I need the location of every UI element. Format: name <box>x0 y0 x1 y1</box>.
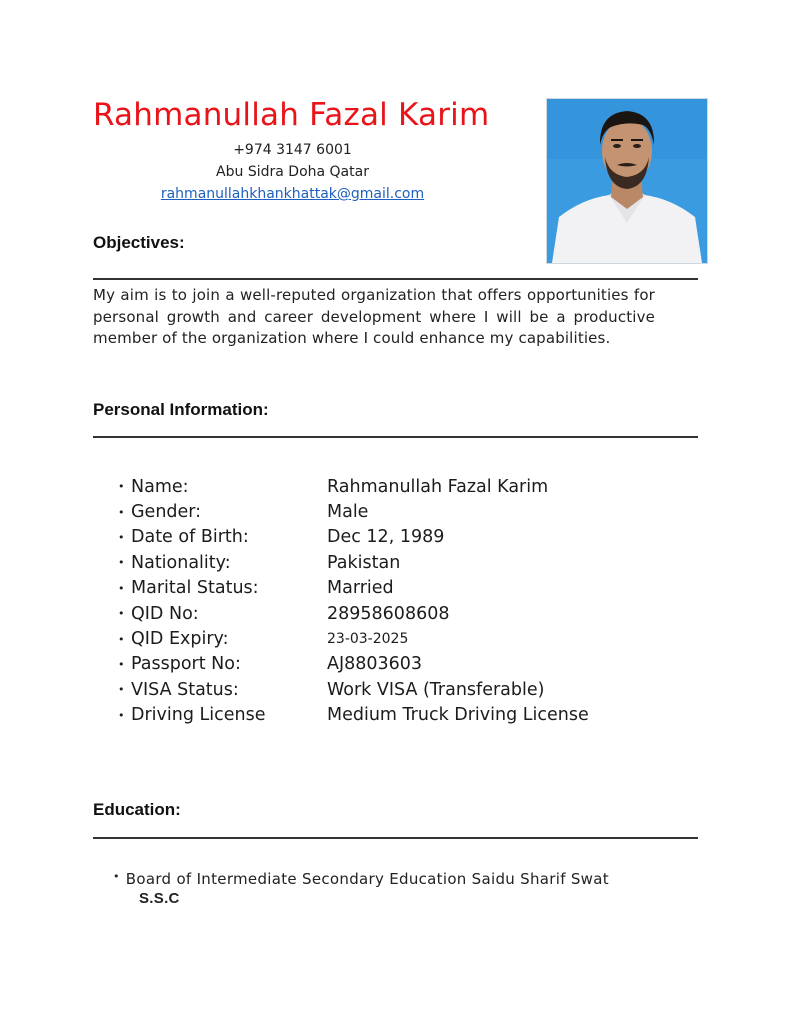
info-label: Gender: <box>131 502 202 523</box>
education-item <box>113 870 655 907</box>
bullet-icon: • <box>118 683 125 697</box>
email-link[interactable]: rahmanullahkhankhattak@gmail.com <box>160 186 425 202</box>
phone-number: +974 3147 6001 <box>233 142 352 158</box>
bullet-icon: • <box>118 505 125 519</box>
email-link-wrapper <box>130 186 455 202</box>
info-label: QID Expiry: <box>131 629 229 650</box>
info-label: Name: <box>131 476 189 497</box>
info-label: Nationality: <box>131 552 231 573</box>
info-value: 28958608608 <box>327 603 450 624</box>
education-degree: S.S.C <box>139 890 180 907</box>
info-value: Rahmanullah Fazal Karim <box>327 476 549 497</box>
info-row-nationality <box>118 550 678 575</box>
bullet-icon: • <box>118 581 125 595</box>
bullet-icon: • <box>118 657 125 671</box>
personal-information-heading: Personal Information: <box>93 400 269 419</box>
info-label: QID No: <box>131 603 199 624</box>
objectives-heading: Objectives: <box>93 233 185 252</box>
info-row-visa-status <box>118 677 678 702</box>
bullet-icon: • <box>113 870 120 883</box>
candidate-name: Rahmanullah Fazal Karim <box>93 97 490 133</box>
info-value: Married <box>327 578 394 599</box>
info-label: VISA Status: <box>131 679 239 700</box>
info-row-qid-no <box>118 601 678 626</box>
info-value: 23-03-2025 <box>327 631 409 648</box>
bullet-icon: • <box>118 607 125 621</box>
info-label: Passport No: <box>131 654 241 675</box>
address: Abu Sidra Doha Qatar <box>216 164 369 180</box>
info-label: Marital Status: <box>131 578 259 599</box>
info-label: Driving License <box>131 705 266 726</box>
bullet-icon: • <box>118 480 125 494</box>
info-row-driving-license <box>118 703 678 728</box>
info-row-passport-no <box>118 652 678 677</box>
education-divider <box>93 837 698 839</box>
bullet-icon: • <box>118 556 125 570</box>
profile-photo <box>546 98 708 264</box>
info-value: Dec 12, 1989 <box>327 527 445 548</box>
personal-information-list <box>118 474 678 728</box>
info-row-date-of-birth <box>118 525 678 550</box>
bullet-icon: • <box>118 708 125 722</box>
education-institution: Board of Intermediate Secondary Education Saidu Sharif Swat <box>125 870 609 888</box>
objectives-text: My aim is to join a well-reputed organization that offers opportunities for personal growth and career development where I will be a productive member of the organization where I could enhance my capabilities. <box>93 286 655 347</box>
info-value: Medium Truck Driving License <box>327 705 589 726</box>
info-value: AJ8803603 <box>327 654 423 675</box>
bullet-icon: • <box>118 632 125 646</box>
bullet-icon: • <box>118 530 125 544</box>
info-row-gender <box>118 499 678 524</box>
info-value: Pakistan <box>327 552 401 573</box>
info-row-name <box>118 474 678 499</box>
education-institution-line <box>113 870 655 888</box>
info-value: Male <box>327 502 369 523</box>
info-label: Date of Birth: <box>131 527 249 548</box>
objectives-divider <box>93 278 698 280</box>
info-row-qid-expiry <box>118 626 678 651</box>
info-value: Work VISA (Transferable) <box>327 679 545 700</box>
personal-information-divider <box>93 436 698 438</box>
education-heading: Education: <box>93 800 181 819</box>
info-row-marital-status <box>118 576 678 601</box>
